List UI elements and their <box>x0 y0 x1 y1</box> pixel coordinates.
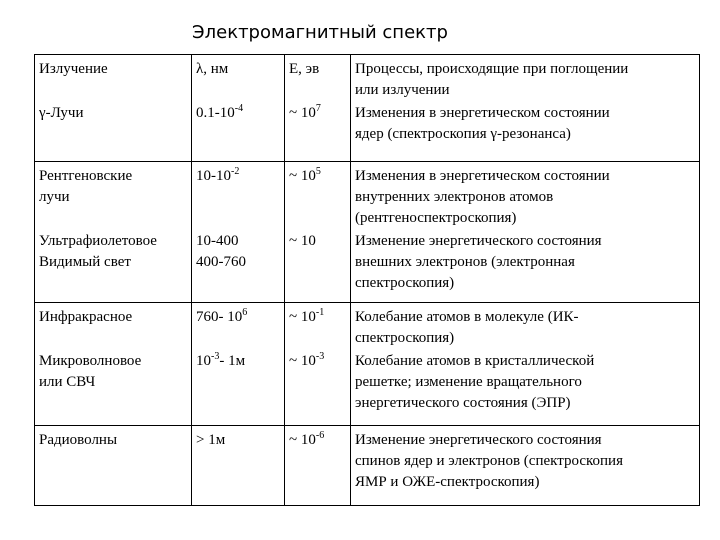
row-wavelength: $0.1-10^{-4}$ <box>192 103 285 161</box>
row-energy: ~ 10 <box>285 231 351 303</box>
spectrum-table <box>34 54 700 506</box>
table-row <box>35 103 700 161</box>
row-energy: ~ $10^5$ <box>285 161 351 231</box>
row-radiation: γ-Лучи <box>35 103 192 161</box>
row-radiation: Радиоволны <box>35 425 192 505</box>
header-wavelength: λ, нм <box>192 55 285 104</box>
table-row <box>35 231 700 303</box>
header-energy: E, эв <box>285 55 351 104</box>
row-energy: ~ $10^{-6}$ <box>285 425 351 505</box>
row-energy: ~ $10^{-3}$ <box>285 351 351 425</box>
row-wavelength: $10-10^{-2}$ <box>192 161 285 231</box>
row-energy: ~ $10^7$ <box>285 103 351 161</box>
row-wavelength: 760- $10^6$ <box>192 303 285 352</box>
row-wavelength: > 1м <box>192 425 285 505</box>
row-radiation: Ультрафиолетовое Видимый свет <box>35 231 192 303</box>
table-header-row <box>35 55 700 104</box>
row-processes: Изменение энергетического состояния спинов ядер и электронов (спектроскопия ЯМР и ОЖЕ-спектроскопия) <box>351 425 700 505</box>
row-processes: Колебание атомов в кристаллической решетке; изменение вращательного энергетического состояния (ЭПР) <box>351 351 700 425</box>
page-title: Электромагнитный спектр <box>192 22 448 43</box>
row-processes: Изменения в энергетическом состоянии внутренних электронов атомов (рентгеноспектроскопия) <box>351 161 700 231</box>
row-wavelength: $10^{-3}-$ 1м <box>192 351 285 425</box>
row-processes: Изменение энергетического состояния внешних электронов (электронная спектроскопия) <box>351 231 700 303</box>
row-radiation: Микроволновое или СВЧ <box>35 351 192 425</box>
row-radiation: Рентгеновские лучи <box>35 161 192 231</box>
row-radiation: Инфракрасное <box>35 303 192 352</box>
table-row <box>35 161 700 231</box>
table-row <box>35 425 700 505</box>
row-energy: ~ $10^{-1}$ <box>285 303 351 352</box>
row-processes: Колебание атомов в молекуле (ИК- спектроскопия) <box>351 303 700 352</box>
table-row <box>35 303 700 352</box>
header-radiation: Излучение <box>35 55 192 104</box>
table-row <box>35 351 700 425</box>
row-wavelength: 10-400 400-760 <box>192 231 285 303</box>
header-processes: Процессы, происходящие при поглощении или излучении <box>351 55 700 104</box>
row-processes: Изменения в энергетическом состоянии ядер (спектроскопия γ-резонанса) <box>351 103 700 161</box>
